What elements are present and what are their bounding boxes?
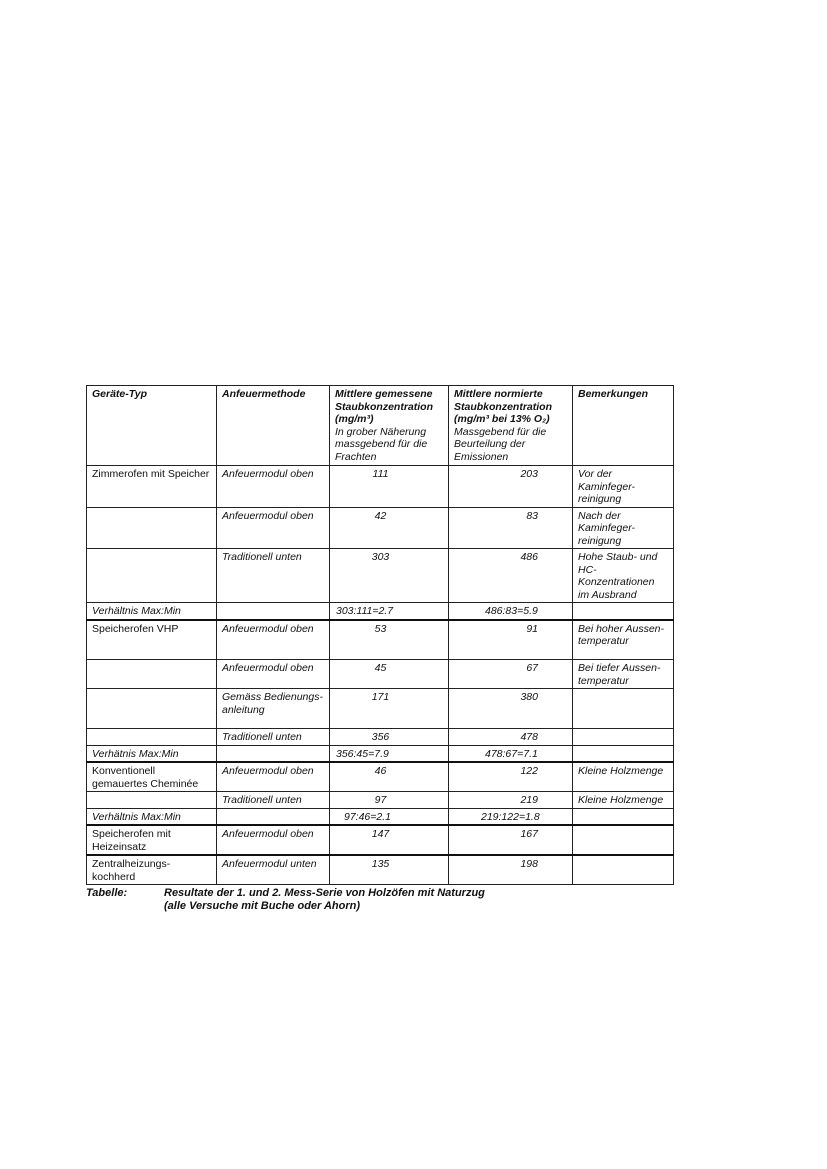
header-normed-unit: (mg/m³ bei 13% O₂) <box>454 413 550 425</box>
cell-ratio-measured: 97:46=2.1 <box>330 808 449 825</box>
cell-normed: 203 <box>449 466 573 508</box>
table-row <box>87 729 674 746</box>
cell-remark: Kleine Holzmenge <box>573 792 674 809</box>
table-row <box>87 466 674 508</box>
cell-remark: Bei tiefer Aussen-temperatur <box>573 660 674 689</box>
caption-text-2: (alle Versuche mit Buche oder Ahorn) <box>164 900 361 912</box>
emissions-table <box>86 385 674 885</box>
table-row <box>87 620 674 660</box>
table-row <box>87 689 674 729</box>
cell-ratio-measured: 303:111=2.7 <box>330 603 449 620</box>
cell-ratio-normed: 478:67=7.1 <box>449 745 573 762</box>
cell-normed: 83 <box>449 507 573 549</box>
ratio-row <box>87 603 674 620</box>
table-row <box>87 855 674 885</box>
cell-empty <box>217 808 330 825</box>
header-remarks: Bemerkungen <box>573 386 674 466</box>
cell-empty <box>217 603 330 620</box>
caption-label: Tabelle: <box>86 887 128 899</box>
cell-normed: 486 <box>449 549 573 603</box>
cell-normed: 380 <box>449 689 573 729</box>
table-row <box>87 549 674 603</box>
cell-ratio-label: Verhältnis Max:Min <box>87 808 217 825</box>
header-normed-note: Massgebend für die Beurteilung der Emissionen <box>454 425 547 463</box>
cell-measured: 53 <box>330 620 449 660</box>
cell-method: Anfeuermodul oben <box>217 660 330 689</box>
table-header-row <box>87 386 674 466</box>
caption-line-1 <box>86 887 485 900</box>
table-row <box>87 825 674 855</box>
cell-normed: 219 <box>449 792 573 809</box>
cell-device-type <box>87 792 217 809</box>
cell-normed: 67 <box>449 660 573 689</box>
table-row <box>87 660 674 689</box>
cell-empty <box>573 808 674 825</box>
cell-measured: 45 <box>330 660 449 689</box>
cell-method: Anfeuermodul oben <box>217 466 330 508</box>
cell-method: Anfeuermodul unten <box>217 855 330 885</box>
caption-text-1: Resultate der 1. und 2. Mess-Serie von Holzöfen mit Naturzug <box>164 887 485 899</box>
cell-device-type: Zentralheizungs-kochherd <box>87 855 217 885</box>
cell-measured: 97 <box>330 792 449 809</box>
cell-method: Anfeuermodul oben <box>217 620 330 660</box>
cell-measured: 303 <box>330 549 449 603</box>
cell-measured: 356 <box>330 729 449 746</box>
cell-ratio-label: Verhältnis Max:Min <box>87 603 217 620</box>
cell-normed: 198 <box>449 855 573 885</box>
ratio-row <box>87 808 674 825</box>
table-row <box>87 762 674 792</box>
cell-empty <box>573 745 674 762</box>
header-measured-unit: (mg/m³) <box>335 413 374 425</box>
cell-measured: 42 <box>330 507 449 549</box>
cell-ratio-normed: 486:83=5.9 <box>449 603 573 620</box>
cell-device-type <box>87 729 217 746</box>
cell-remark: Kleine Holzmenge <box>573 762 674 792</box>
cell-remark <box>573 825 674 855</box>
table-row <box>87 792 674 809</box>
cell-measured: 135 <box>330 855 449 885</box>
table-caption <box>86 887 485 913</box>
header-measured-dust <box>330 386 449 466</box>
cell-normed: 167 <box>449 825 573 855</box>
cell-empty <box>217 745 330 762</box>
cell-device-type <box>87 549 217 603</box>
header-normed-dust <box>449 386 573 466</box>
cell-device-type: Speicherofen VHP <box>87 620 217 660</box>
cell-ratio-label: Verhätnis Max:Min <box>87 745 217 762</box>
cell-method: Anfeuermodul oben <box>217 825 330 855</box>
cell-empty <box>573 603 674 620</box>
cell-method: Anfeuermodul oben <box>217 507 330 549</box>
cell-remark: Nach der Kaminfeger-reinigung <box>573 507 674 549</box>
cell-measured: 171 <box>330 689 449 729</box>
cell-ratio-normed: 219:122=1.8 <box>449 808 573 825</box>
cell-device-type <box>87 507 217 549</box>
header-measured-title: Mittlere gemessene Staubkonzentration <box>335 388 434 413</box>
cell-device-type: Speicherofen mit Heizeinsatz <box>87 825 217 855</box>
header-normed-title: Mittlere normierte Staubkonzentration <box>454 388 553 413</box>
cell-measured: 46 <box>330 762 449 792</box>
header-device-type: Geräte-Typ <box>87 386 217 466</box>
cell-measured: 111 <box>330 466 449 508</box>
cell-remark <box>573 689 674 729</box>
cell-remark <box>573 855 674 885</box>
cell-method: Anfeuermodul oben <box>217 762 330 792</box>
cell-remark <box>573 729 674 746</box>
cell-device-type: Zimmerofen mit Speicher <box>87 466 217 508</box>
cell-normed: 122 <box>449 762 573 792</box>
table-row <box>87 507 674 549</box>
cell-normed: 91 <box>449 620 573 660</box>
cell-method: Gemäss Bedienungs-anleitung <box>217 689 330 729</box>
cell-device-type: Konventionell gemauertes Cheminée <box>87 762 217 792</box>
cell-method: Traditionell unten <box>217 729 330 746</box>
cell-ratio-measured: 356:45=7.9 <box>330 745 449 762</box>
cell-device-type <box>87 660 217 689</box>
cell-remark: Bei hoher Aussen-temperatur <box>573 620 674 660</box>
cell-device-type <box>87 689 217 729</box>
cell-measured: 147 <box>330 825 449 855</box>
cell-method: Traditionell unten <box>217 549 330 603</box>
cell-remark: Vor der Kaminfeger-reinigung <box>573 466 674 508</box>
cell-remark: Hohe Staub- und HC-Konzentrationen im Ausbrand <box>573 549 674 603</box>
header-ignition-method: Anfeuermethode <box>217 386 330 466</box>
header-measured-note: In grober Näherung massgebend für die Frachten <box>335 425 428 463</box>
cell-method: Traditionell unten <box>217 792 330 809</box>
cell-normed: 478 <box>449 729 573 746</box>
ratio-row <box>87 745 674 762</box>
